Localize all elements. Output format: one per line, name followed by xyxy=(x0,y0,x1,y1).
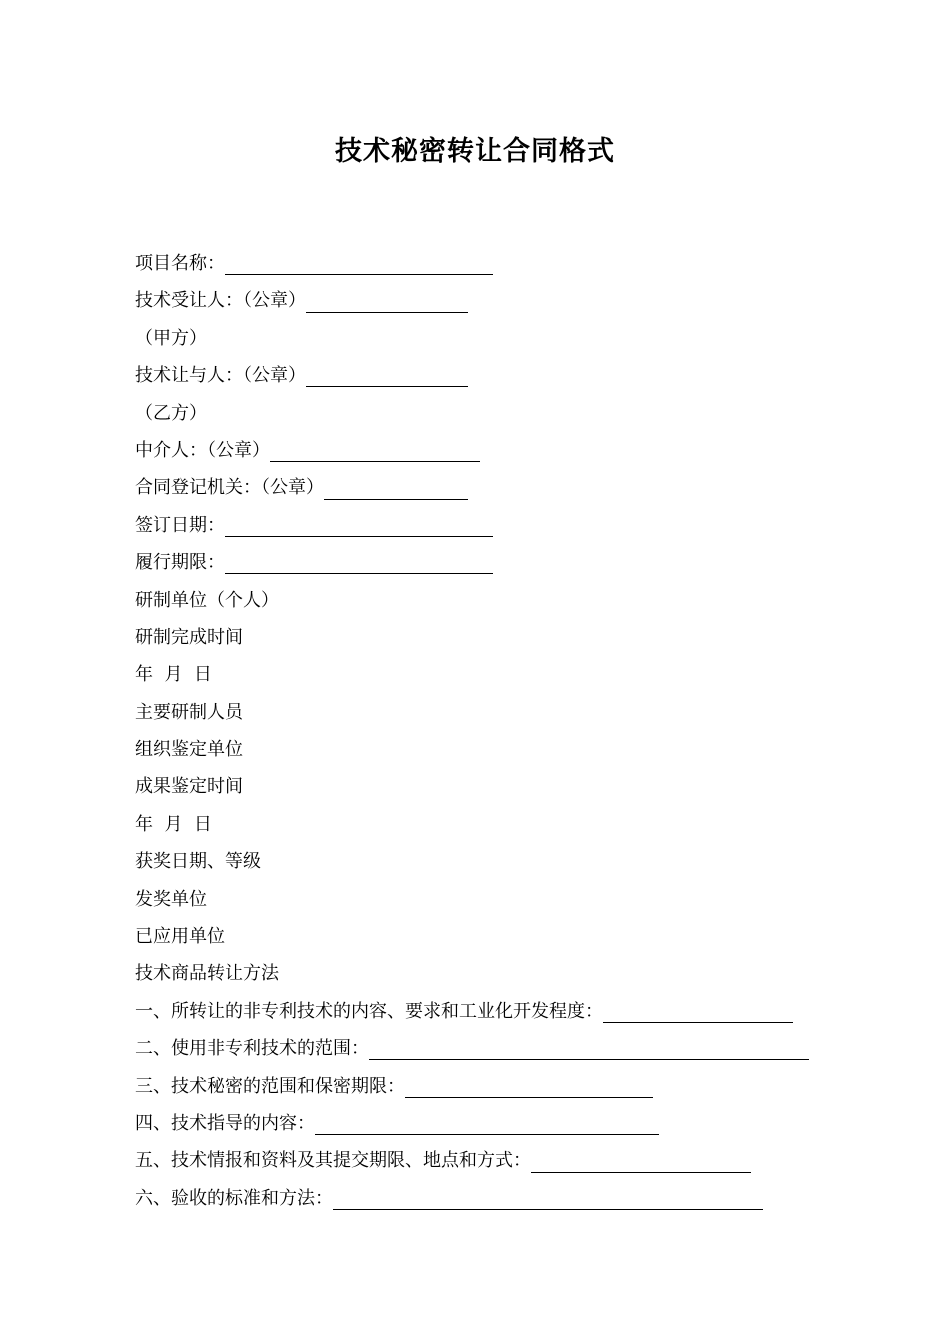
field-performance-period xyxy=(135,544,855,581)
blank-line xyxy=(324,481,468,500)
field-signing-date xyxy=(135,507,855,544)
blank-line xyxy=(306,368,468,387)
field-label: 合同登记机关：（公章） xyxy=(135,477,324,499)
field-project-name xyxy=(135,245,855,282)
field-main-developers xyxy=(135,694,855,731)
field-transferee xyxy=(135,282,855,319)
blank-line xyxy=(603,1004,793,1023)
field-appraisal-org xyxy=(135,731,855,768)
field-appraisal-time xyxy=(135,768,855,805)
field-award-issuer xyxy=(135,881,855,918)
clause-label: 一、所转让的非专利技术的内容、要求和工业化开发程度： xyxy=(135,1000,603,1022)
clause-1 xyxy=(135,993,855,1030)
field-transfer-method xyxy=(135,955,855,992)
field-date-placeholder xyxy=(135,806,855,843)
field-label: 成果鉴定时间 xyxy=(135,776,243,798)
field-label: 主要研制人员 xyxy=(135,701,243,723)
field-date-placeholder xyxy=(135,656,855,693)
field-label: 技术商品转让方法 xyxy=(135,963,279,985)
field-developer xyxy=(135,582,855,619)
field-label: 年 月 日 xyxy=(135,664,212,686)
field-award-date-level xyxy=(135,843,855,880)
field-transferor xyxy=(135,357,855,394)
clause-label: 六、验收的标准和方法： xyxy=(135,1187,333,1209)
blank-line xyxy=(369,1041,809,1060)
field-label: 已应用单位 xyxy=(135,926,225,948)
field-party-a xyxy=(135,320,855,357)
form-lines xyxy=(135,245,855,1217)
field-label: 中介人：（公章） xyxy=(135,439,270,461)
field-label: 履行期限： xyxy=(135,552,225,574)
blank-line xyxy=(225,256,493,275)
field-party-b xyxy=(135,395,855,432)
field-label: 技术让与人：（公章） xyxy=(135,365,306,387)
clause-label: 四、技术指导的内容： xyxy=(135,1112,315,1134)
blank-line xyxy=(405,1079,653,1098)
field-label: 研制单位（个人） xyxy=(135,589,279,611)
clause-4 xyxy=(135,1105,855,1142)
blank-line xyxy=(333,1191,763,1210)
blank-line xyxy=(225,518,493,537)
field-registration-authority xyxy=(135,469,855,506)
field-label: 研制完成时间 xyxy=(135,626,243,648)
field-label: 项目名称： xyxy=(135,253,225,274)
field-intermediary xyxy=(135,432,855,469)
field-label: 组织鉴定单位 xyxy=(135,739,243,761)
blank-line xyxy=(270,443,480,462)
blank-line xyxy=(225,555,493,574)
clause-5 xyxy=(135,1142,855,1179)
field-label: （甲方） xyxy=(135,327,207,349)
field-label: 技术受让人：（公章） xyxy=(135,290,306,312)
clause-2 xyxy=(135,1030,855,1067)
field-label: 签订日期： xyxy=(135,514,225,536)
document-title: 技术秘密转让合同格式 xyxy=(335,136,615,167)
clause-label: 三、技术秘密的范围和保密期限： xyxy=(135,1075,405,1097)
field-label: 年 月 日 xyxy=(135,813,212,835)
field-label: 获奖日期、等级 xyxy=(135,851,261,873)
clause-6 xyxy=(135,1180,855,1217)
field-label: 发奖单位 xyxy=(135,888,207,910)
field-completion-time xyxy=(135,619,855,656)
blank-line xyxy=(306,294,468,313)
field-applied-units xyxy=(135,918,855,955)
blank-line xyxy=(531,1154,751,1173)
clause-label: 五、技术情报和资料及其提交期限、地点和方式： xyxy=(135,1150,531,1172)
field-label: （乙方） xyxy=(135,402,207,424)
clause-label: 二、使用非专利技术的范围： xyxy=(135,1038,369,1060)
clause-3 xyxy=(135,1068,855,1105)
blank-line xyxy=(315,1116,659,1135)
